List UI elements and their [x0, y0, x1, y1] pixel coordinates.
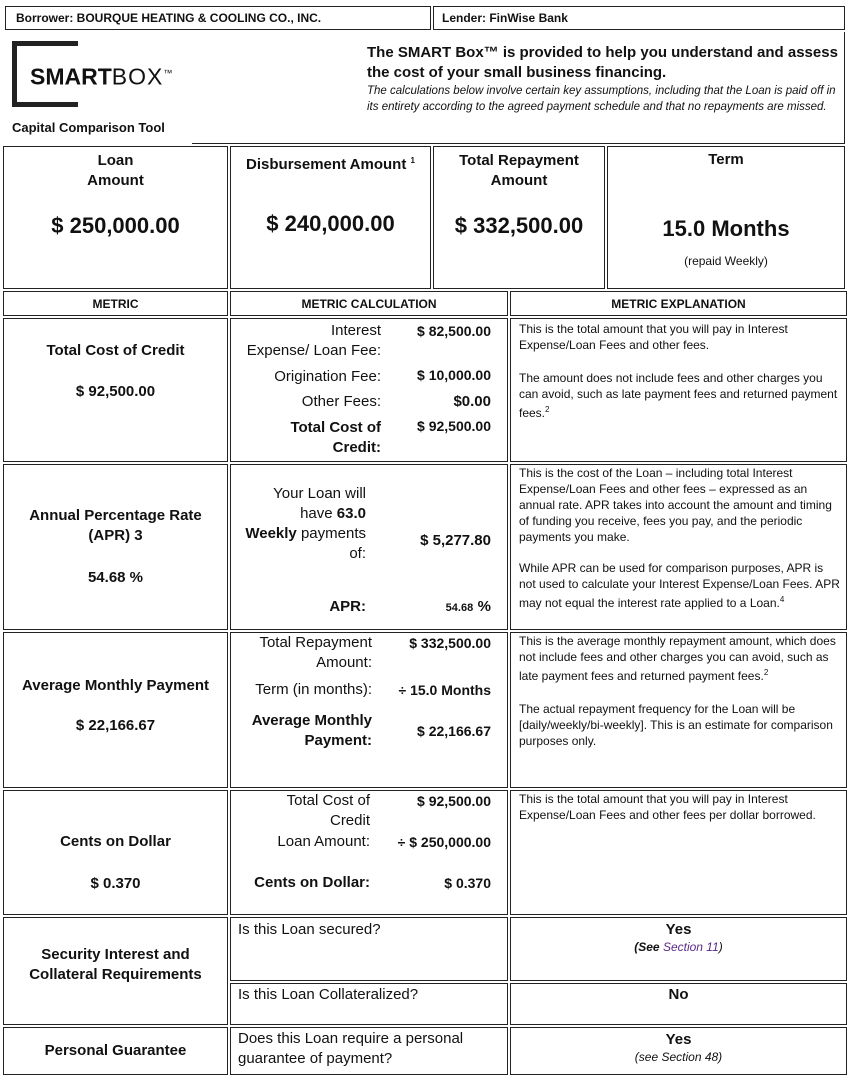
- apr-calc-value: 54.68 %: [445, 598, 491, 615]
- total-cost-metric: [3, 318, 228, 462]
- apr-payment-value: $ 5,277.80: [420, 532, 491, 549]
- avg-monthly-value: $ 22,166.67: [75, 717, 156, 734]
- origination-fee-label: Origination Fee:: [274, 368, 381, 385]
- cents-title: Cents on Dollar: [60, 833, 171, 850]
- total-cost-explanation: [510, 318, 847, 462]
- col-header-explanation: METRIC EXPLANATION: [510, 291, 847, 316]
- intro-title-line2: the cost of your small business financing.: [367, 64, 667, 81]
- apr-payments-text: Your Loan will have 63.0 Weekly payments of:: [245, 485, 366, 562]
- apr-expl-1: This is the cost of the Loan – including total Interest Expense/Loan Fees and other fees – expressed as an annual rate. APR takes into account the amount and timing of funding you receive, fees you pay, and the periodic payments you make.: [519, 466, 832, 544]
- logo-wordmark: SMARTBOX™: [30, 63, 173, 90]
- collateral-question: Is this Loan Collateralized?: [238, 986, 419, 1003]
- guarantee-answer: Yes: [665, 1031, 692, 1048]
- cents-explanation: [510, 790, 847, 915]
- guarantee-question: Does this Loan require a personal guarantee of payment?: [238, 1030, 464, 1067]
- avg-monthly-calculation: [230, 632, 508, 788]
- avg-monthly-title: Average Monthly Payment: [22, 677, 209, 694]
- guarantee-answer-cell: [510, 1027, 847, 1075]
- avg-repayment-label: Total Repayment Amount:: [259, 634, 372, 671]
- security-a2-cell: [510, 983, 847, 1025]
- avg-payment-value: $ 22,166.67: [417, 723, 491, 739]
- other-fees-label: Other Fees:: [301, 393, 381, 410]
- collateral-answer: No: [668, 986, 689, 1003]
- summary-term: [607, 146, 845, 289]
- apr-expl-2: While APR can be used for comparison purposes, APR is not used to calculate your Interest Expense/Loan Fees. APR may not equal the interest rate applied to a Loan.$^4$: [519, 561, 840, 610]
- avg-monthly-explanation: [510, 632, 847, 788]
- avg-monthly-expl-2: The actual repayment frequency for the Loan will be [daily/weekly/bi-weekly]. This is an estimate for comparison purposes only.: [519, 702, 833, 748]
- secured-note: (See Section 11): [634, 940, 723, 954]
- cents-total-cost-value: $ 92,500.00: [417, 793, 491, 809]
- total-repayment-value: $ 332,500.00: [454, 213, 584, 238]
- cents-expl: This is the total amount that you will pay in Interest Expense/Loan Fees and other fees per dollar borrowed.: [519, 792, 816, 822]
- guarantee-note: (see Section 48): [634, 1050, 723, 1064]
- cents-metric: [3, 790, 228, 915]
- total-cost-title: Total Cost of Credit: [46, 342, 185, 359]
- col-header-metric: METRIC: [3, 291, 228, 316]
- summary-disbursement: [230, 146, 431, 289]
- cents-loan-amount-value: ÷ $ 250,000.00: [397, 834, 491, 850]
- intro-note: The calculations below involve certain key assumptions, including that the Loan is paid off in its entirety according to the agreed payment schedule and that no repayments are missed.: [367, 85, 836, 113]
- avg-term-label: Term (in months):: [255, 681, 372, 698]
- security-q2-cell: [230, 983, 508, 1025]
- logo-bracket-right: [72, 41, 78, 53]
- interest-expense-value: $ 82,500.00: [417, 323, 491, 339]
- origination-fee-value: $ 10,000.00: [417, 367, 491, 383]
- total-cost-expl-1: This is the total amount that you will pay in Interest Expense/Loan Fees and other fees.: [519, 322, 788, 352]
- guarantee-metric: [3, 1027, 228, 1075]
- disbursement-value: $ 240,000.00: [266, 211, 395, 236]
- total-cost-calc-label: Total Cost of Credit:: [290, 419, 381, 456]
- secured-answer: Yes: [665, 921, 692, 938]
- security-q1-cell: [230, 917, 508, 981]
- apr-label: APR:: [329, 598, 366, 615]
- col-header-calculation: METRIC CALCULATION: [230, 291, 508, 316]
- summary-total-repayment: Total Repayment Amount $ 332,500.00: [433, 146, 605, 289]
- lender-cell: [433, 6, 845, 30]
- total-repayment-label: Total Repayment: [459, 152, 579, 169]
- total-cost-calculation: [230, 318, 508, 462]
- apr-value: 54.68 %: [87, 569, 144, 586]
- avg-payment-label: Average Monthly Payment:: [251, 712, 372, 749]
- total-cost-value: $ 92,500.00: [75, 383, 156, 400]
- loan-amount-value: $ 250,000.00: [51, 213, 180, 238]
- loan-amount-label: Loan: [97, 152, 134, 169]
- cents-calculation: [230, 790, 508, 915]
- term-note: (repaid Weekly): [684, 254, 768, 268]
- disbursement-label: Disbursement Amount $^1$: [246, 156, 415, 173]
- cents-on-dollar-label: Cents on Dollar:: [254, 874, 370, 891]
- borrower-label: Borrower: BOURQUE HEATING & COOLING CO., INC.: [16, 11, 322, 25]
- guarantee-question-cell: [230, 1027, 508, 1075]
- term-label: Term: [708, 151, 744, 168]
- cents-value: $ 0.370: [90, 875, 141, 892]
- summary-loan-amount: Loan Amount $ 250,000.00: [3, 146, 228, 289]
- intro-box: [192, 32, 845, 144]
- avg-repayment-value: $ 332,500.00: [409, 635, 491, 651]
- total-cost-expl-2: The amount does not include fees and other charges you can avoid, such as late payment fees and returned payment fees.$^2$: [519, 371, 838, 420]
- intro-title-line1: The SMART Box™ is provided to help you understand and assess: [367, 44, 838, 61]
- apr-explanation: [510, 464, 847, 630]
- logo-subtitle: Capital Comparison Tool: [12, 120, 165, 135]
- avg-monthly-expl-1: This is the average monthly repayment amount, which does not include fees and other charges you can avoid, such as late payment fees and returned payment fees.$^2$: [519, 634, 836, 683]
- security-a1-cell: [510, 917, 847, 981]
- cents-loan-amount-label: Loan Amount:: [277, 833, 370, 850]
- apr-calculation: [230, 464, 508, 630]
- lender-label: Lender: FinWise Bank: [442, 11, 568, 25]
- guarantee-title: Personal Guarantee: [44, 1042, 187, 1059]
- smartbox-logo: [12, 41, 187, 107]
- security-metric: [3, 917, 228, 1025]
- apr-metric: [3, 464, 228, 630]
- security-title: Security Interest and Collateral Requirements: [29, 946, 202, 983]
- term-value: 15.0 Months: [662, 216, 790, 241]
- interest-expense-label: Interest Expense/ Loan Fee:: [246, 322, 381, 359]
- cents-on-dollar-value: $ 0.370: [444, 875, 491, 891]
- cents-total-cost-label: Total Cost of Credit: [286, 792, 370, 829]
- total-cost-calc-value: $ 92,500.00: [417, 418, 491, 434]
- other-fees-value: $0.00: [453, 393, 491, 410]
- avg-term-value: ÷ 15.0 Months: [398, 682, 491, 698]
- borrower-cell: [5, 6, 431, 30]
- secured-question: Is this Loan secured?: [238, 921, 381, 938]
- apr-title: Annual Percentage Rate (APR) 3: [29, 507, 202, 544]
- avg-monthly-metric: [3, 632, 228, 788]
- section-11-link[interactable]: Section 11: [662, 940, 719, 954]
